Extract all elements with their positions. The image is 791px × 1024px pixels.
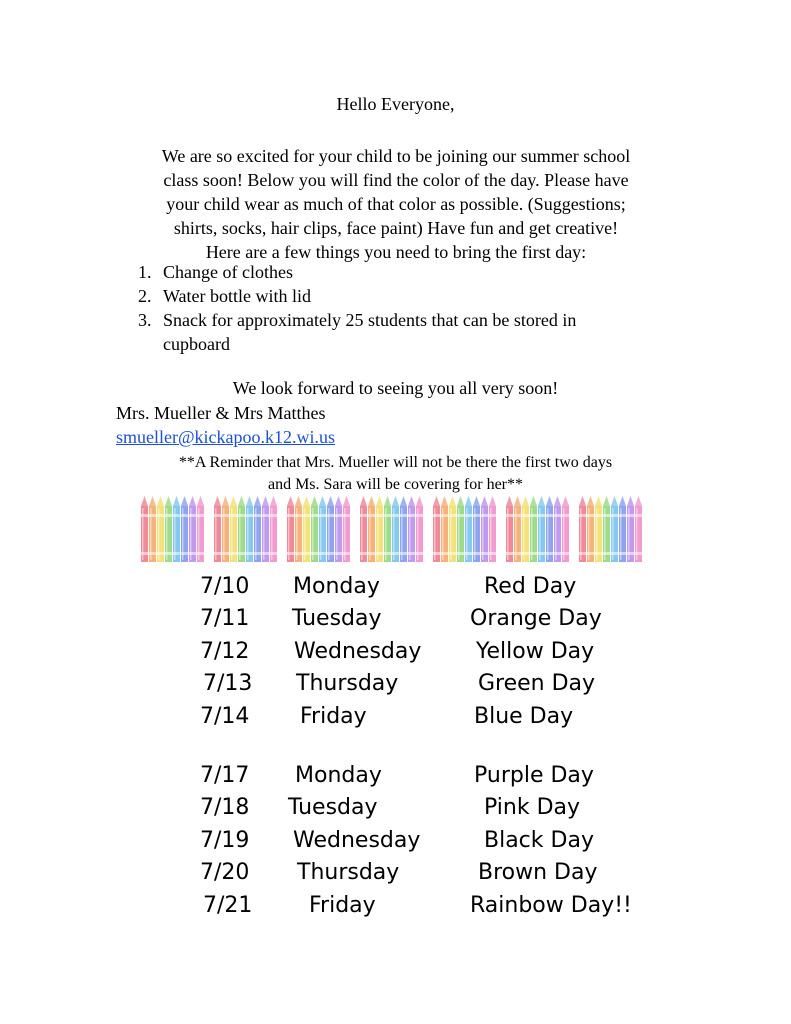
- crayon: [149, 496, 156, 562]
- schedule-day: Monday: [295, 763, 382, 788]
- crayon: [433, 496, 440, 562]
- crayon: [408, 496, 415, 562]
- crayon: [587, 496, 594, 562]
- crayon: [181, 496, 188, 562]
- signers: Mrs. Mueller & Mrs Matthes: [116, 403, 326, 423]
- crayon: [481, 496, 488, 562]
- crayon: [611, 496, 618, 562]
- crayon: [287, 496, 294, 562]
- list-item: [138, 284, 643, 308]
- closing-line: We look forward to seeing you all very soon!: [232, 378, 559, 398]
- schedule-day: Tuesday: [288, 795, 378, 820]
- crayon: [635, 496, 642, 562]
- schedule-date: 7/13: [203, 671, 253, 696]
- schedule-day: Wednesday: [294, 639, 422, 664]
- crayon: [489, 496, 496, 562]
- list-item: [138, 260, 643, 284]
- crayon: [538, 496, 545, 562]
- schedule-color: Rainbow Day!!: [470, 893, 632, 918]
- crayon: [392, 496, 399, 562]
- email-link[interactable]: smueller@kickapoo.k12.wi.us: [116, 427, 336, 447]
- schedule-day: Thursday: [297, 860, 400, 885]
- crayon: [546, 496, 553, 562]
- schedule-date: 7/11: [200, 606, 250, 631]
- list-number: 1.: [138, 262, 152, 282]
- crayon: [416, 496, 423, 562]
- intro-line: Here are a few things you need to bring the first day:: [205, 242, 587, 262]
- crayon: [376, 496, 383, 562]
- crayon: [457, 496, 464, 562]
- crayon: [303, 496, 310, 562]
- crayon: [595, 496, 602, 562]
- schedule-day: Monday: [293, 574, 380, 599]
- crayon: [335, 496, 342, 562]
- crayon: [189, 496, 196, 562]
- crayon: [230, 496, 237, 562]
- schedule-color: Yellow Day: [476, 639, 595, 664]
- crayon: [473, 496, 480, 562]
- schedule-day: Tuesday: [292, 606, 382, 631]
- crayon: [627, 496, 634, 562]
- schedule-color: Orange Day: [470, 606, 602, 631]
- crayon: [222, 496, 229, 562]
- list-text-line: Snack for approximately 25 students that can be stored in: [163, 310, 577, 330]
- schedule-color: Blue Day: [474, 704, 574, 729]
- greeting: Hello Everyone,: [336, 94, 455, 114]
- schedule-day: Friday: [309, 893, 376, 918]
- crayon: [141, 496, 148, 562]
- reminder-line: and Ms. Sara will be covering for her**: [267, 476, 524, 493]
- crayon: [619, 496, 626, 562]
- list-text: Water bottle with lid: [163, 286, 312, 306]
- list-text: Change of clothes: [163, 262, 293, 282]
- intro-line: class soon! Below you will find the color of the day. Please have: [163, 170, 629, 190]
- schedule-color: Green Day: [478, 671, 596, 696]
- crayon: [384, 496, 391, 562]
- schedule-day: Friday: [300, 704, 367, 729]
- schedule-color: Pink Day: [484, 795, 581, 820]
- list-text: [163, 308, 643, 356]
- schedule-date: 7/14: [200, 704, 250, 729]
- crayon: [262, 496, 269, 562]
- schedule-date: 7/20: [200, 860, 250, 885]
- crayon: [400, 496, 407, 562]
- crayon: [530, 496, 537, 562]
- schedule-day: Thursday: [296, 671, 399, 696]
- crayon: [197, 496, 204, 562]
- crayon: [246, 496, 253, 562]
- crayon: [319, 496, 326, 562]
- intro-paragraph: [116, 144, 676, 264]
- crayon: [514, 496, 521, 562]
- crayon: [157, 496, 164, 562]
- crayon: [506, 496, 513, 562]
- bring-list: [138, 260, 643, 356]
- schedule-date: 7/17: [200, 763, 250, 788]
- crayon: [562, 496, 569, 562]
- reminder: [0, 452, 791, 496]
- list-number: 3.: [138, 310, 152, 330]
- schedule-day: Wednesday: [293, 828, 421, 853]
- crayon: [270, 496, 277, 562]
- schedule-date: 7/12: [200, 639, 250, 664]
- crayon: [343, 496, 350, 562]
- schedule-color: Black Day: [484, 828, 594, 853]
- schedule-date: 7/18: [200, 795, 250, 820]
- crayon: [522, 496, 529, 562]
- reminder-line: **A Reminder that Mrs. Mueller will not be there the first two days: [178, 454, 613, 471]
- crayon: [554, 496, 561, 562]
- intro-line: your child wear as much of that color as possible. (Suggestions;: [166, 194, 626, 214]
- list-item: [138, 308, 643, 356]
- schedule-date: 7/21: [203, 893, 253, 918]
- crayon: [238, 496, 245, 562]
- crayon: [254, 496, 261, 562]
- crayon-border-image: [141, 496, 655, 564]
- intro-line: We are so excited for your child to be joining our summer school: [161, 146, 631, 166]
- crayon: [295, 496, 302, 562]
- intro-line: shirts, socks, hair clips, face paint) Have fun and get creative!: [173, 218, 619, 238]
- schedule-date: 7/19: [200, 828, 250, 853]
- crayon: [603, 496, 610, 562]
- crayon: [360, 496, 367, 562]
- list-number: 2.: [138, 286, 152, 306]
- crayon: [449, 496, 456, 562]
- crayon: [327, 496, 334, 562]
- crayon: [173, 496, 180, 562]
- crayon: [311, 496, 318, 562]
- crayon: [214, 496, 221, 562]
- crayon: [368, 496, 375, 562]
- schedule-date: 7/10: [200, 574, 250, 599]
- crayon: [165, 496, 172, 562]
- schedule-color: Purple Day: [474, 763, 594, 788]
- crayon: [579, 496, 586, 562]
- crayon: [441, 496, 448, 562]
- crayon: [465, 496, 472, 562]
- schedule-color: Brown Day: [478, 860, 598, 885]
- schedule-color: Red Day: [484, 574, 577, 599]
- list-text-line: cupboard: [163, 334, 230, 354]
